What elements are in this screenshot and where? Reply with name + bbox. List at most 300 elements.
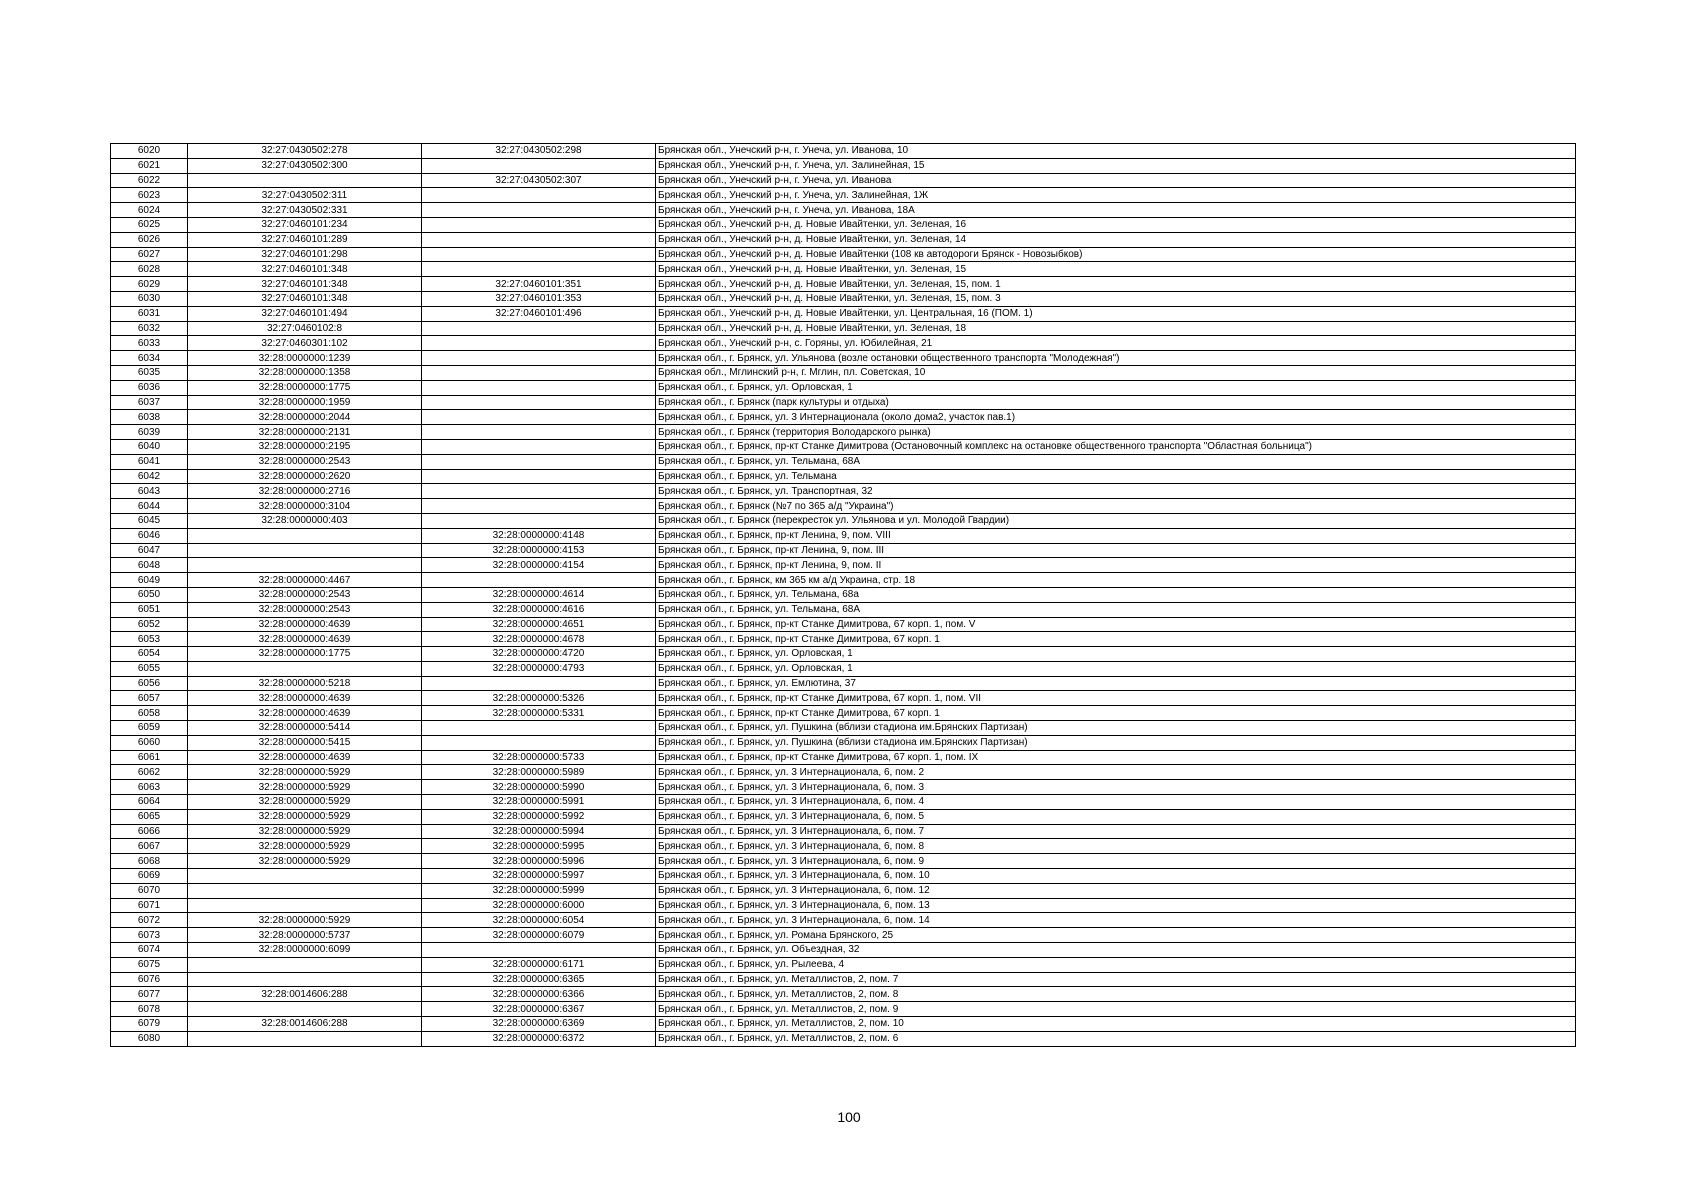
room-cadastral-number-cell: 32:28:0000000:5997 bbox=[422, 869, 656, 884]
cadastral-number-cell: 32:27:0460101:348 bbox=[188, 291, 422, 306]
cadastral-number-cell: 32:27:0460102:8 bbox=[188, 321, 422, 336]
room-cadastral-number-cell: 32:27:0460101:353 bbox=[422, 291, 656, 306]
cadastral-number-cell: 32:28:0000000:4467 bbox=[188, 573, 422, 588]
room-cadastral-number-cell bbox=[422, 232, 656, 247]
row-number-cell: 6061 bbox=[111, 750, 188, 765]
row-number-cell: 6062 bbox=[111, 765, 188, 780]
table-row bbox=[111, 676, 1576, 691]
room-cadastral-number-cell: 32:28:0000000:5995 bbox=[422, 839, 656, 854]
address-cell: Брянская обл., г. Брянск, пр-кт Станке Димитрова (Остановочный комплекс на остановке общественного транспорта "Областная больница") bbox=[656, 439, 1576, 454]
room-cadastral-number-cell bbox=[422, 217, 656, 232]
table-row bbox=[111, 972, 1576, 987]
room-cadastral-number-cell: 32:28:0000000:6366 bbox=[422, 987, 656, 1002]
cadastral-number-cell: 32:28:0000000:3104 bbox=[188, 499, 422, 514]
table-row bbox=[111, 987, 1576, 1002]
address-cell: Брянская обл., г. Брянск, ул. Тельмана, 68А bbox=[656, 602, 1576, 617]
row-number-cell: 6077 bbox=[111, 987, 188, 1002]
room-cadastral-number-cell bbox=[422, 469, 656, 484]
room-cadastral-number-cell bbox=[422, 395, 656, 410]
cadastral-number-cell: 32:28:0000000:5929 bbox=[188, 824, 422, 839]
cadastral-number-cell: 32:28:0000000:1959 bbox=[188, 395, 422, 410]
address-cell: Брянская обл., г. Брянск, ул. 3 Интернационала, 6, пом. 8 bbox=[656, 839, 1576, 854]
row-number-cell: 6074 bbox=[111, 943, 188, 958]
cadastral-number-cell: 32:28:0000000:2716 bbox=[188, 484, 422, 499]
room-cadastral-number-cell bbox=[422, 573, 656, 588]
address-cell: Брянская обл., г. Брянск, ул. 3 Интернационала, 6, пом. 10 bbox=[656, 869, 1576, 884]
room-cadastral-number-cell bbox=[422, 262, 656, 277]
row-number-cell: 6056 bbox=[111, 676, 188, 691]
row-number-cell: 6043 bbox=[111, 484, 188, 499]
address-cell: Брянская обл., г. Брянск, ул. Романа Брянского, 25 bbox=[656, 928, 1576, 943]
address-cell: Брянская обл., г. Брянск, пр-кт Ленина, 9, пом. III bbox=[656, 543, 1576, 558]
room-cadastral-number-cell bbox=[422, 365, 656, 380]
row-number-cell: 6037 bbox=[111, 395, 188, 410]
row-number-cell: 6049 bbox=[111, 573, 188, 588]
room-cadastral-number-cell: 32:28:0000000:5999 bbox=[422, 883, 656, 898]
row-number-cell: 6065 bbox=[111, 809, 188, 824]
address-cell: Брянская обл., Унечский р-н, г. Унеча, ул. Иванова bbox=[656, 173, 1576, 188]
address-cell: Брянская обл., г. Брянск, ул. Рылеева, 4 bbox=[656, 957, 1576, 972]
cadastral-number-cell bbox=[188, 1031, 422, 1046]
cadastral-number-cell bbox=[188, 173, 422, 188]
room-cadastral-number-cell bbox=[422, 321, 656, 336]
room-cadastral-number-cell bbox=[422, 513, 656, 528]
address-cell: Брянская обл., г. Брянск, ул. 3 Интернационала (около дома2, участок пав.1) bbox=[656, 410, 1576, 425]
row-number-cell: 6032 bbox=[111, 321, 188, 336]
room-cadastral-number-cell bbox=[422, 188, 656, 203]
row-number-cell: 6021 bbox=[111, 158, 188, 173]
room-cadastral-number-cell: 32:28:0000000:5331 bbox=[422, 706, 656, 721]
address-cell: Брянская обл., г. Брянск, ул. Тельмана, 68а bbox=[656, 587, 1576, 602]
cadastral-number-cell: 32:28:0000000:1775 bbox=[188, 380, 422, 395]
cadastral-number-cell bbox=[188, 883, 422, 898]
table-row bbox=[111, 351, 1576, 366]
cadastral-number-cell: 32:28:0000000:5414 bbox=[188, 721, 422, 736]
cadastral-number-cell: 32:27:0430502:311 bbox=[188, 188, 422, 203]
cadastral-number-cell: 32:27:0430502:331 bbox=[188, 203, 422, 218]
table-row bbox=[111, 291, 1576, 306]
table-row bbox=[111, 721, 1576, 736]
room-cadastral-number-cell bbox=[422, 410, 656, 425]
room-cadastral-number-cell bbox=[422, 735, 656, 750]
table-row bbox=[111, 706, 1576, 721]
cadastral-number-cell bbox=[188, 898, 422, 913]
cadastral-number-cell: 32:28:0000000:5929 bbox=[188, 795, 422, 810]
table-row bbox=[111, 750, 1576, 765]
address-cell: Брянская обл., Унечский р-н, г. Унеча, ул. Иванова, 10 bbox=[656, 144, 1576, 159]
table-row bbox=[111, 277, 1576, 292]
table-row bbox=[111, 869, 1576, 884]
row-number-cell: 6080 bbox=[111, 1031, 188, 1046]
address-cell: Брянская обл., г. Брянск, пр-кт Ленина, 9, пом. VIII bbox=[656, 528, 1576, 543]
address-cell: Брянская обл., г. Брянск, пр-кт Станке Димитрова, 67 корп. 1, пом. VII bbox=[656, 691, 1576, 706]
table-row bbox=[111, 765, 1576, 780]
address-cell: Брянская обл., г. Брянск, ул. Емлютина, 37 bbox=[656, 676, 1576, 691]
row-number-cell: 6034 bbox=[111, 351, 188, 366]
row-number-cell: 6072 bbox=[111, 913, 188, 928]
room-cadastral-number-cell: 32:28:0000000:4614 bbox=[422, 587, 656, 602]
row-number-cell: 6042 bbox=[111, 469, 188, 484]
row-number-cell: 6040 bbox=[111, 439, 188, 454]
address-cell: Брянская обл., г. Брянск, ул. 3 Интернационала, 6, пом. 7 bbox=[656, 824, 1576, 839]
cadastral-number-cell: 32:27:0460101:234 bbox=[188, 217, 422, 232]
table-row bbox=[111, 839, 1576, 854]
row-number-cell: 6026 bbox=[111, 232, 188, 247]
table-row bbox=[111, 365, 1576, 380]
row-number-cell: 6059 bbox=[111, 721, 188, 736]
row-number-cell: 6047 bbox=[111, 543, 188, 558]
table-row bbox=[111, 380, 1576, 395]
address-cell: Брянская обл., Унечский р-н, д. Новые Ивайтенки, ул. Зеленая, 15, пом. 1 bbox=[656, 277, 1576, 292]
row-number-cell: 6031 bbox=[111, 306, 188, 321]
row-number-cell: 6079 bbox=[111, 1017, 188, 1032]
cadastral-number-cell: 32:28:0000000:5929 bbox=[188, 780, 422, 795]
room-cadastral-number-cell: 32:28:0000000:6365 bbox=[422, 972, 656, 987]
row-number-cell: 6024 bbox=[111, 203, 188, 218]
row-number-cell: 6066 bbox=[111, 824, 188, 839]
room-cadastral-number-cell bbox=[422, 439, 656, 454]
table-row bbox=[111, 513, 1576, 528]
row-number-cell: 6022 bbox=[111, 173, 188, 188]
cadastral-number-cell: 32:27:0460301:102 bbox=[188, 336, 422, 351]
cadastral-number-cell: 32:28:0000000:4639 bbox=[188, 632, 422, 647]
row-number-cell: 6073 bbox=[111, 928, 188, 943]
table-row bbox=[111, 661, 1576, 676]
row-number-cell: 6039 bbox=[111, 425, 188, 440]
cadastral-number-cell bbox=[188, 543, 422, 558]
cadastral-number-cell: 32:28:0000000:2543 bbox=[188, 602, 422, 617]
table-row bbox=[111, 306, 1576, 321]
row-number-cell: 6045 bbox=[111, 513, 188, 528]
cadastral-number-cell: 32:28:0000000:2543 bbox=[188, 454, 422, 469]
table-row bbox=[111, 262, 1576, 277]
address-cell: Брянская обл., г. Брянск, ул. Металлистов, 2, пом. 9 bbox=[656, 1002, 1576, 1017]
row-number-cell: 6063 bbox=[111, 780, 188, 795]
cadastral-number-cell: 32:28:0000000:4639 bbox=[188, 706, 422, 721]
room-cadastral-number-cell: 32:28:0000000:6372 bbox=[422, 1031, 656, 1046]
cadastral-number-cell: 32:28:0000000:2131 bbox=[188, 425, 422, 440]
room-cadastral-number-cell: 32:28:0000000:4651 bbox=[422, 617, 656, 632]
cadastral-number-cell: 32:28:0000000:2044 bbox=[188, 410, 422, 425]
room-cadastral-number-cell: 32:28:0000000:6000 bbox=[422, 898, 656, 913]
room-cadastral-number-cell: 32:28:0000000:6054 bbox=[422, 913, 656, 928]
address-cell: Брянская обл., Унечский р-н, д. Новые Ивайтенки, ул. Зеленая, 18 bbox=[656, 321, 1576, 336]
cadastral-number-cell: 32:28:0000000:5218 bbox=[188, 676, 422, 691]
cadastral-number-cell: 32:27:0430502:300 bbox=[188, 158, 422, 173]
address-cell: Брянская обл., г. Брянск, ул. Транспортная, 32 bbox=[656, 484, 1576, 499]
address-cell: Брянская обл., Унечский р-н, г. Унеча, ул. Залинейная, 1Ж bbox=[656, 188, 1576, 203]
table-row bbox=[111, 602, 1576, 617]
row-number-cell: 6050 bbox=[111, 587, 188, 602]
cadastral-number-cell: 32:27:0460101:348 bbox=[188, 277, 422, 292]
table-row bbox=[111, 1031, 1576, 1046]
cadastral-number-cell: 32:28:0000000:6099 bbox=[188, 943, 422, 958]
address-cell: Брянская обл., г. Брянск, ул. 3 Интернационала, 6, пом. 13 bbox=[656, 898, 1576, 913]
room-cadastral-number-cell bbox=[422, 336, 656, 351]
address-cell: Брянская обл., г. Брянск, ул. Металлистов, 2, пом. 10 bbox=[656, 1017, 1576, 1032]
table-row bbox=[111, 499, 1576, 514]
row-number-cell: 6076 bbox=[111, 972, 188, 987]
address-cell: Брянская обл., г. Брянск, пр-кт Станке Димитрова, 67 корп. 1, пом. IX bbox=[656, 750, 1576, 765]
room-cadastral-number-cell: 32:28:0000000:5733 bbox=[422, 750, 656, 765]
table-row bbox=[111, 528, 1576, 543]
table-row bbox=[111, 943, 1576, 958]
row-number-cell: 6030 bbox=[111, 291, 188, 306]
address-cell: Брянская обл., г. Брянск, ул. Тельмана, 68А bbox=[656, 454, 1576, 469]
room-cadastral-number-cell bbox=[422, 676, 656, 691]
cadastral-number-cell bbox=[188, 528, 422, 543]
table-row bbox=[111, 188, 1576, 203]
table-row bbox=[111, 647, 1576, 662]
row-number-cell: 6070 bbox=[111, 883, 188, 898]
cadastral-number-cell: 32:28:0000000:1775 bbox=[188, 647, 422, 662]
room-cadastral-number-cell: 32:28:0000000:4616 bbox=[422, 602, 656, 617]
row-number-cell: 6028 bbox=[111, 262, 188, 277]
room-cadastral-number-cell: 32:28:0000000:6367 bbox=[422, 1002, 656, 1017]
room-cadastral-number-cell bbox=[422, 380, 656, 395]
table-row bbox=[111, 573, 1576, 588]
address-cell: Брянская обл., г. Брянск, ул. Пушкина (вблизи стадиона им.Брянских Партизан) bbox=[656, 735, 1576, 750]
address-cell: Брянская обл., Унечский р-н, г. Унеча, ул. Иванова, 18А bbox=[656, 203, 1576, 218]
cadastral-number-cell: 32:28:0000000:5415 bbox=[188, 735, 422, 750]
table-row bbox=[111, 410, 1576, 425]
room-cadastral-number-cell: 32:28:0000000:4793 bbox=[422, 661, 656, 676]
address-cell: Брянская обл., Унечский р-н, г. Унеча, ул. Залинейная, 15 bbox=[656, 158, 1576, 173]
room-cadastral-number-cell: 32:28:0000000:5326 bbox=[422, 691, 656, 706]
address-cell: Брянская обл., г. Брянск, ул. Объездная, 32 bbox=[656, 943, 1576, 958]
room-cadastral-number-cell: 32:28:0000000:4153 bbox=[422, 543, 656, 558]
table-row bbox=[111, 587, 1576, 602]
room-cadastral-number-cell: 32:28:0000000:5989 bbox=[422, 765, 656, 780]
table-row bbox=[111, 484, 1576, 499]
room-cadastral-number-cell: 32:28:0000000:6171 bbox=[422, 957, 656, 972]
table-row bbox=[111, 928, 1576, 943]
table-row bbox=[111, 232, 1576, 247]
room-cadastral-number-cell: 32:27:0460101:496 bbox=[422, 306, 656, 321]
room-cadastral-number-cell: 32:28:0000000:6369 bbox=[422, 1017, 656, 1032]
table-row bbox=[111, 543, 1576, 558]
room-cadastral-number-cell bbox=[422, 247, 656, 262]
room-cadastral-number-cell bbox=[422, 454, 656, 469]
room-cadastral-number-cell bbox=[422, 158, 656, 173]
row-number-cell: 6048 bbox=[111, 558, 188, 573]
row-number-cell: 6078 bbox=[111, 1002, 188, 1017]
room-cadastral-number-cell: 32:28:0000000:5990 bbox=[422, 780, 656, 795]
address-cell: Брянская обл., г. Брянск (перекресток ул. Ульянова и ул. Молодой Гвардии) bbox=[656, 513, 1576, 528]
table-row bbox=[111, 809, 1576, 824]
table-row bbox=[111, 217, 1576, 232]
cadastral-number-cell bbox=[188, 558, 422, 573]
table-row bbox=[111, 439, 1576, 454]
address-cell: Брянская обл., Унечский р-н, д. Новые Ивайтенки, ул. Центральная, 16 (ПОМ. 1) bbox=[656, 306, 1576, 321]
row-number-cell: 6057 bbox=[111, 691, 188, 706]
cadastral-number-cell: 32:28:0000000:4639 bbox=[188, 691, 422, 706]
table-row bbox=[111, 913, 1576, 928]
address-cell: Брянская обл., г. Брянск, ул. Орловская, 1 bbox=[656, 661, 1576, 676]
address-cell: Брянская обл., г. Брянск, км 365 км а/д Украина, стр. 18 bbox=[656, 573, 1576, 588]
cadastral-number-cell: 32:28:0000000:5929 bbox=[188, 765, 422, 780]
cadastral-number-cell: 32:28:0000000:2195 bbox=[188, 439, 422, 454]
room-cadastral-number-cell: 32:28:0000000:5992 bbox=[422, 809, 656, 824]
cadastral-number-cell: 32:28:0000000:5929 bbox=[188, 839, 422, 854]
table-row bbox=[111, 824, 1576, 839]
cadastral-number-cell: 32:28:0000000:2620 bbox=[188, 469, 422, 484]
cadastral-number-cell: 32:28:0000000:403 bbox=[188, 513, 422, 528]
address-cell: Брянская обл., Унечский р-н, д. Новые Ивайтенки, ул. Зеленая, 15 bbox=[656, 262, 1576, 277]
table-row bbox=[111, 144, 1576, 159]
table-row bbox=[111, 469, 1576, 484]
table-row bbox=[111, 632, 1576, 647]
table-row bbox=[111, 425, 1576, 440]
cadastral-number-cell bbox=[188, 869, 422, 884]
row-number-cell: 6069 bbox=[111, 869, 188, 884]
room-cadastral-number-cell: 32:28:0000000:4154 bbox=[422, 558, 656, 573]
cadastral-number-cell: 32:27:0430502:278 bbox=[188, 144, 422, 159]
address-cell: Брянская обл., Унечский р-н, с. Горяны, ул. Юбилейная, 21 bbox=[656, 336, 1576, 351]
row-number-cell: 6033 bbox=[111, 336, 188, 351]
row-number-cell: 6058 bbox=[111, 706, 188, 721]
table-row bbox=[111, 1017, 1576, 1032]
address-cell: Брянская обл., г. Брянск, ул. Металлистов, 2, пом. 6 bbox=[656, 1031, 1576, 1046]
room-cadastral-number-cell: 32:28:0000000:4678 bbox=[422, 632, 656, 647]
address-cell: Брянская обл., г. Брянск, ул. Металлистов, 2, пом. 7 bbox=[656, 972, 1576, 987]
row-number-cell: 6060 bbox=[111, 735, 188, 750]
address-cell: Брянская обл., г. Брянск, пр-кт Станке Димитрова, 67 корп. 1 bbox=[656, 706, 1576, 721]
row-number-cell: 6071 bbox=[111, 898, 188, 913]
address-cell: Брянская обл., г. Брянск, ул. 3 Интернационала, 6, пом. 3 bbox=[656, 780, 1576, 795]
address-cell: Брянская обл., г. Брянск, ул. 3 Интернационала, 6, пом. 14 bbox=[656, 913, 1576, 928]
row-number-cell: 6053 bbox=[111, 632, 188, 647]
address-cell: Брянская обл., г. Брянск, ул. 3 Интернационала, 6, пом. 2 bbox=[656, 765, 1576, 780]
row-number-cell: 6068 bbox=[111, 854, 188, 869]
cadastral-number-cell: 32:27:0460101:298 bbox=[188, 247, 422, 262]
row-number-cell: 6064 bbox=[111, 795, 188, 810]
address-cell: Брянская обл., г. Брянск, пр-кт Станке Димитрова, 67 корп. 1 bbox=[656, 632, 1576, 647]
room-cadastral-number-cell: 32:27:0430502:298 bbox=[422, 144, 656, 159]
address-cell: Брянская обл., г. Брянск, ул. Ульянова (возле остановки общественного транспорта "Молодежная") bbox=[656, 351, 1576, 366]
cadastral-number-cell: 32:27:0460101:494 bbox=[188, 306, 422, 321]
address-cell: Брянская обл., Унечский р-н, д. Новые Ивайтенки (108 кв автодороги Брянск - Новозыбков) bbox=[656, 247, 1576, 262]
table-row bbox=[111, 173, 1576, 188]
table-row bbox=[111, 617, 1576, 632]
row-number-cell: 6052 bbox=[111, 617, 188, 632]
cadastral-number-cell: 32:28:0014606:288 bbox=[188, 1017, 422, 1032]
table-row bbox=[111, 247, 1576, 262]
cadastral-number-cell: 32:28:0000000:4639 bbox=[188, 750, 422, 765]
room-cadastral-number-cell bbox=[422, 499, 656, 514]
address-cell: Брянская обл., г. Брянск, ул. Металлистов, 2, пом. 8 bbox=[656, 987, 1576, 1002]
table-row bbox=[111, 691, 1576, 706]
room-cadastral-number-cell bbox=[422, 425, 656, 440]
registry-table bbox=[110, 143, 1576, 1047]
row-number-cell: 6023 bbox=[111, 188, 188, 203]
table-row bbox=[111, 203, 1576, 218]
table-row bbox=[111, 395, 1576, 410]
cadastral-number-cell: 32:27:0460101:289 bbox=[188, 232, 422, 247]
row-number-cell: 6075 bbox=[111, 957, 188, 972]
page-number: 100 bbox=[837, 1109, 861, 1125]
table-row bbox=[111, 735, 1576, 750]
row-number-cell: 6025 bbox=[111, 217, 188, 232]
cadastral-number-cell: 32:28:0000000:5929 bbox=[188, 913, 422, 928]
table-row bbox=[111, 558, 1576, 573]
row-number-cell: 6035 bbox=[111, 365, 188, 380]
table-row bbox=[111, 321, 1576, 336]
room-cadastral-number-cell: 32:28:0000000:4720 bbox=[422, 647, 656, 662]
room-cadastral-number-cell bbox=[422, 203, 656, 218]
address-cell: Брянская обл., г. Брянск, ул. Орловская, 1 bbox=[656, 380, 1576, 395]
table-row bbox=[111, 1002, 1576, 1017]
row-number-cell: 6020 bbox=[111, 144, 188, 159]
room-cadastral-number-cell bbox=[422, 943, 656, 958]
address-cell: Брянская обл., г. Брянск, ул. 3 Интернационала, 6, пом. 5 bbox=[656, 809, 1576, 824]
room-cadastral-number-cell: 32:28:0000000:4148 bbox=[422, 528, 656, 543]
room-cadastral-number-cell: 32:28:0000000:6079 bbox=[422, 928, 656, 943]
room-cadastral-number-cell: 32:28:0000000:5996 bbox=[422, 854, 656, 869]
table-row bbox=[111, 883, 1576, 898]
room-cadastral-number-cell: 32:28:0000000:5994 bbox=[422, 824, 656, 839]
room-cadastral-number-cell bbox=[422, 351, 656, 366]
row-number-cell: 6054 bbox=[111, 647, 188, 662]
table-row bbox=[111, 957, 1576, 972]
row-number-cell: 6041 bbox=[111, 454, 188, 469]
cadastral-number-cell: 32:28:0000000:4639 bbox=[188, 617, 422, 632]
cadastral-number-cell: 32:28:0014606:288 bbox=[188, 987, 422, 1002]
row-number-cell: 6067 bbox=[111, 839, 188, 854]
cadastral-number-cell: 32:28:0000000:5929 bbox=[188, 854, 422, 869]
table-row bbox=[111, 898, 1576, 913]
cadastral-number-cell: 32:28:0000000:2543 bbox=[188, 587, 422, 602]
address-cell: Брянская обл., г. Брянск, ул. 3 Интернационала, 6, пом. 9 bbox=[656, 854, 1576, 869]
address-cell: Брянская обл., г. Брянск, ул. Пушкина (вблизи стадиона им.Брянских Партизан) bbox=[656, 721, 1576, 736]
address-cell: Брянская обл., г. Брянск (№7 по 365 а/д "Украина") bbox=[656, 499, 1576, 514]
registry-table-body bbox=[111, 144, 1576, 1047]
address-cell: Брянская обл., Унечский р-н, д. Новые Ивайтенки, ул. Зеленая, 15, пом. 3 bbox=[656, 291, 1576, 306]
address-cell: Брянская обл., г. Брянск (территория Володарского рынка) bbox=[656, 425, 1576, 440]
row-number-cell: 6044 bbox=[111, 499, 188, 514]
row-number-cell: 6027 bbox=[111, 247, 188, 262]
table-row bbox=[111, 454, 1576, 469]
cadastral-number-cell bbox=[188, 972, 422, 987]
room-cadastral-number-cell: 32:27:0460101:351 bbox=[422, 277, 656, 292]
row-number-cell: 6038 bbox=[111, 410, 188, 425]
address-cell: Брянская обл., Унечский р-н, д. Новые Ивайтенки, ул. Зеленая, 16 bbox=[656, 217, 1576, 232]
room-cadastral-number-cell: 32:28:0000000:5991 bbox=[422, 795, 656, 810]
table-row bbox=[111, 780, 1576, 795]
row-number-cell: 6055 bbox=[111, 661, 188, 676]
cadastral-number-cell bbox=[188, 1002, 422, 1017]
address-cell: Брянская обл., г. Брянск, ул. 3 Интернационала, 6, пом. 4 bbox=[656, 795, 1576, 810]
address-cell: Брянская обл., г. Брянск, ул. Тельмана bbox=[656, 469, 1576, 484]
address-cell: Брянская обл., г. Брянск (парк культуры и отдыха) bbox=[656, 395, 1576, 410]
row-number-cell: 6036 bbox=[111, 380, 188, 395]
table-row bbox=[111, 795, 1576, 810]
row-number-cell: 6046 bbox=[111, 528, 188, 543]
cadastral-number-cell: 32:28:0000000:5929 bbox=[188, 809, 422, 824]
address-cell: Брянская обл., г. Брянск, ул. Орловская, 1 bbox=[656, 647, 1576, 662]
cadastral-number-cell: 32:28:0000000:1358 bbox=[188, 365, 422, 380]
cadastral-number-cell: 32:28:0000000:1239 bbox=[188, 351, 422, 366]
room-cadastral-number-cell bbox=[422, 484, 656, 499]
table-row bbox=[111, 854, 1576, 869]
cadastral-number-cell bbox=[188, 661, 422, 676]
address-cell: Брянская обл., г. Брянск, пр-кт Ленина, 9, пом. II bbox=[656, 558, 1576, 573]
address-cell: Брянская обл., Мглинский р-н, г. Мглин, пл. Советская, 10 bbox=[656, 365, 1576, 380]
room-cadastral-number-cell: 32:27:0430502:307 bbox=[422, 173, 656, 188]
table-row bbox=[111, 336, 1576, 351]
address-cell: Брянская обл., Унечский р-н, д. Новые Ивайтенки, ул. Зеленая, 14 bbox=[656, 232, 1576, 247]
row-number-cell: 6029 bbox=[111, 277, 188, 292]
